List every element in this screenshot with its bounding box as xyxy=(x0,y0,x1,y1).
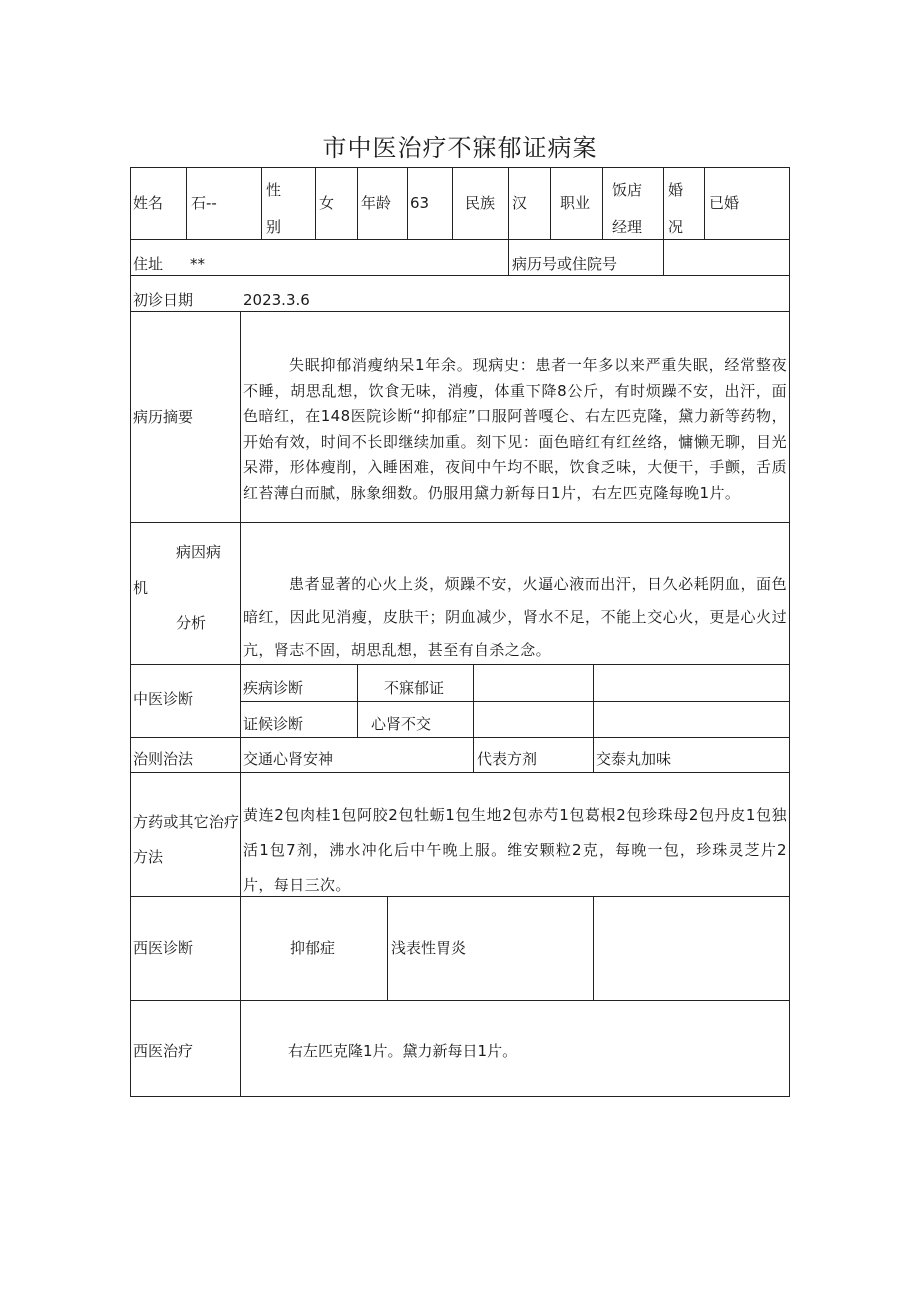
marital-label-line2: 况 xyxy=(668,218,684,236)
cell-divider xyxy=(704,167,705,240)
table-border-top xyxy=(130,167,790,168)
table-border-left xyxy=(130,167,131,1097)
representative-formula-value: 交泰丸加味 xyxy=(596,750,672,768)
treatment-principle-value: 交通心肾安神 xyxy=(243,750,334,768)
row-divider xyxy=(130,737,790,738)
cell-divider xyxy=(508,239,509,276)
gender-label-line2: 别 xyxy=(266,218,282,236)
history-text: 失眠抑郁消瘦纳呆1年余。现病史：患者一年多以来严重失眠，经常整夜不睡，胡思乱想，饮食无味，消瘦，体重下降8公斤，有时烦躁不安，出汗，面色暗红，在148医院诊断“抑郁症”口服阿普嘎仑、右左匹克隆，黛力新等药物，开始有效，时间不长即继续加重。刻下见：面色暗红有红丝络，慵懒无聊，目光呆滞，形体瘦削，入睡困难，夜间中午均不眠，饮食乏味，大便干，手颤，舌质红苔薄白而腻，脉象细数。仍服用黛力新每日1片，右左匹克隆每晚1片。 xyxy=(243,356,787,502)
row-divider xyxy=(130,311,790,312)
first-visit-date: 2023.3.6 xyxy=(243,291,310,309)
cell-divider xyxy=(473,664,474,773)
marital-value: 已婚 xyxy=(709,194,740,212)
etiology-label-line3: 分析 xyxy=(176,614,207,632)
cell-divider xyxy=(387,896,388,1001)
record-number-label: 病历号或住院号 xyxy=(512,255,618,273)
occupation-value-line1: 饭店 xyxy=(612,181,643,199)
ethnicity-value: 汉 xyxy=(512,194,528,212)
label-column-divider xyxy=(240,311,241,1097)
representative-formula-label: 代表方剂 xyxy=(477,750,538,768)
cell-divider xyxy=(593,664,594,773)
tcm-diagnosis-label: 中医诊断 xyxy=(133,690,194,708)
first-visit-label: 初诊日期 xyxy=(133,291,194,309)
syndrome-diagnosis-label: 证候诊断 xyxy=(243,715,304,733)
row-divider xyxy=(130,275,790,276)
history-label: 病历摘要 xyxy=(133,408,194,426)
age-label: 年龄 xyxy=(361,194,392,212)
prescription-text: 黄连2包肉桂1包阿胶2包牡蛎1包生地2包赤芍1包葛根2包珍珠母2包丹皮1包独活1包7剂，沸水冲化后中午晚上服。维安颗粒2克，每晚一包，珍珠灵芝片2片，每日三次。 xyxy=(243,806,787,894)
prescription-label: 方药或其它治疗方法 xyxy=(133,813,239,866)
age-value: 63 xyxy=(410,194,430,212)
cell-divider xyxy=(663,167,664,240)
row-divider xyxy=(130,772,790,773)
cell-divider xyxy=(663,239,664,276)
gender-label-line1: 性 xyxy=(266,181,282,199)
cell-divider xyxy=(593,896,594,1001)
western-diagnosis-value-2: 浅表性胃炎 xyxy=(391,939,467,957)
name-label: 姓名 xyxy=(133,194,164,212)
marital-label-line1: 婚 xyxy=(668,181,684,199)
name-value: 石-- xyxy=(191,194,217,212)
address-label: 住址 xyxy=(133,255,164,273)
western-treatment-label: 西医治疗 xyxy=(133,1042,194,1060)
cell-divider xyxy=(602,167,603,240)
cell-divider xyxy=(407,167,408,240)
cell-divider xyxy=(357,664,358,738)
etiology-label-line2: 机 xyxy=(133,579,149,597)
address-value: ** xyxy=(190,255,205,273)
row-divider xyxy=(130,239,790,240)
table-border-right xyxy=(789,167,790,1097)
western-treatment-text: 右左匹克隆1片。黛力新每日1片。 xyxy=(288,1042,518,1060)
ethnicity-label: 民族 xyxy=(465,194,496,212)
cell-divider xyxy=(452,167,453,240)
cell-divider xyxy=(508,167,509,240)
western-diagnosis-label: 西医诊断 xyxy=(133,939,194,957)
cell-divider xyxy=(186,167,187,240)
cell-divider xyxy=(261,167,262,240)
cell-divider xyxy=(550,167,551,240)
cell-divider xyxy=(315,167,316,240)
gender-value: 女 xyxy=(319,194,335,212)
row-divider xyxy=(130,522,790,523)
table-border-bottom xyxy=(130,1096,790,1097)
occupation-label: 职业 xyxy=(560,194,591,212)
etiology-label-line1: 病因病 xyxy=(176,543,222,561)
etiology-text: 患者显著的心火上炎，烦躁不安，火逼心液而出汗，日久必耗阴血，面色暗红，因此见消瘦，皮肤干；阴血减少，肾水不足，不能上交心火，更是心火过亢，肾志不固，胡思乱想，甚至有自杀之念。 xyxy=(243,575,787,659)
western-diagnosis-value-1: 抑郁症 xyxy=(290,939,336,957)
disease-diagnosis-value: 不寐郁证 xyxy=(384,679,445,697)
row-divider xyxy=(240,701,790,702)
row-divider xyxy=(130,1000,790,1001)
cell-divider xyxy=(357,167,358,240)
disease-diagnosis-label: 疾病诊断 xyxy=(243,679,304,697)
treatment-principle-label: 治则治法 xyxy=(133,750,194,768)
syndrome-diagnosis-value: 心肾不交 xyxy=(371,715,432,733)
occupation-value-line2: 经理 xyxy=(612,218,643,236)
page-title: 市中医治疗不寐郁证病案 xyxy=(322,134,598,162)
